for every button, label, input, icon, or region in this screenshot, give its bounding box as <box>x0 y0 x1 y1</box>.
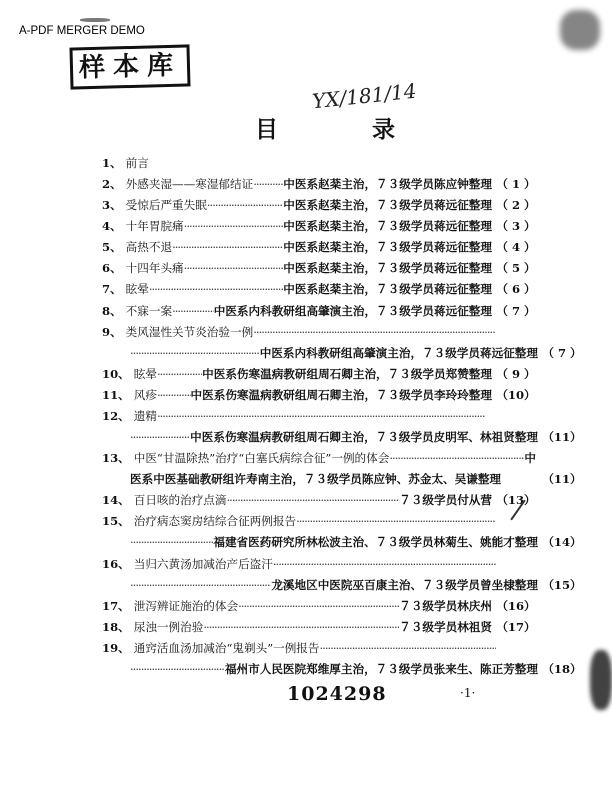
toc-entry <box>102 618 536 636</box>
entry-number: 18、 <box>102 619 130 634</box>
dot-leader <box>184 217 284 235</box>
entry-page: （ 4 ） <box>496 240 536 255</box>
entry-title: 眩晕 <box>125 282 149 297</box>
dot-leader <box>172 302 214 320</box>
entry-credit: 中医系赵棻主治，７３级学员陈应钟整理 <box>283 177 492 192</box>
entry-number: 9、 <box>102 324 122 339</box>
dot-leader <box>389 449 524 467</box>
entry-credit: 中医系内科教研组高肇演主治，７３级学员蒋远征整理 <box>213 303 492 318</box>
page-number: ·1· <box>460 686 476 700</box>
toc-entry <box>102 639 496 657</box>
entry-credit: 中医系赵棻主治，７３级学员蒋远征整理 <box>283 240 492 255</box>
entry-credit: ７３级学员林祖贤 <box>399 619 492 634</box>
entry-title: 中医“甘温除热”治疗“白塞氏病综合征”一例的体会 <box>133 451 390 466</box>
toc-line <box>130 344 582 362</box>
entry-page: （11） <box>542 430 582 445</box>
toc-entry <box>102 175 536 193</box>
entry-title: 前言 <box>125 156 149 170</box>
entry-title: 风疹 <box>133 387 157 402</box>
toc-entry <box>102 323 496 341</box>
toc-entry <box>102 491 536 509</box>
entry-credit: 福建省医药研究所林松波主治、７３级学员林菊生、姚能才整理 <box>213 535 538 550</box>
entry-page: （ 9 ） <box>496 366 536 381</box>
dot-leader <box>130 576 271 594</box>
entry-number: 4、 <box>102 219 122 234</box>
entry-number: 2、 <box>102 177 122 192</box>
entry-credit: 中医系赵棻主治，７３级学员蒋远征整理 <box>283 198 492 213</box>
entry-title: 尿浊一例治验 <box>133 619 204 634</box>
entry-credit: 中医系伤寒温病教研组周石卿主治，７３级学员郑赞整理 <box>202 366 492 381</box>
entry-number: 1、 <box>102 156 122 170</box>
page-title-part2: 录 <box>372 117 395 143</box>
entry-title: 当归六黄汤加减治产后盗汗 <box>133 556 273 571</box>
entry-number: 14、 <box>102 493 130 508</box>
toc-entry <box>102 280 536 298</box>
toc-entry <box>102 597 536 615</box>
entry-number: 13、 <box>102 451 130 466</box>
dot-leader <box>273 555 496 573</box>
entry-page: （10） <box>496 387 536 402</box>
entry-title: 十四年头痛 <box>125 261 184 276</box>
entry-title: 外感夹湿——寒湿郁结证 <box>125 177 254 192</box>
entry-credit: 龙溪地区中医院巫百康主治、７３级学员曾坐棣整理 <box>271 577 538 592</box>
entry-page: （18） <box>542 661 582 676</box>
scan-blot <box>80 18 110 22</box>
entry-credit: 中医系赵棻主治，７３级学员蒋远征整理 <box>283 282 492 297</box>
dot-leader <box>149 280 283 298</box>
entry-page: （17） <box>496 619 536 634</box>
entry-page: （14） <box>542 535 582 550</box>
entry-credit: 中医系伤寒温病教研组周石卿主治，７３级学员李玲玲整理 <box>190 387 492 402</box>
entry-number: 17、 <box>102 598 130 613</box>
entry-number: 7、 <box>102 282 122 297</box>
toc-entry <box>102 217 536 235</box>
entry-page: （11） <box>542 472 582 487</box>
entry-title: 遗精 <box>133 408 157 423</box>
dot-leader <box>157 365 202 383</box>
dot-leader <box>157 407 496 425</box>
dot-leader <box>203 618 399 636</box>
entry-credit: ７３级学员付从营 <box>399 493 492 508</box>
dot-leader <box>227 491 400 509</box>
entry-page: （ 7 ） <box>496 303 536 318</box>
toc-entry <box>102 407 496 425</box>
dot-leader <box>296 512 496 530</box>
dot-leader <box>157 386 191 404</box>
toc-entry <box>102 238 536 256</box>
entry-page: （ 1 ） <box>496 177 536 192</box>
entry-title: 通窍活血汤加减治“鬼剃头”一例报告 <box>133 640 320 655</box>
toc-entry <box>102 196 536 214</box>
dot-leader <box>130 344 260 362</box>
entry-number: 8、 <box>102 303 122 318</box>
entry-number: 12、 <box>102 408 130 423</box>
dot-leader <box>253 175 283 193</box>
entry-page: （16） <box>496 598 536 613</box>
entry-page: （ 2 ） <box>496 198 536 213</box>
toc-entry <box>102 365 536 383</box>
catalog-number: 1024298 <box>287 683 387 705</box>
entry-title: 泄泻辨证施治的体会 <box>133 598 239 613</box>
dot-leader <box>207 196 283 214</box>
dot-leader <box>238 597 399 615</box>
watermark-text: A-PDF MERGER DEMO <box>19 25 145 37</box>
dot-leader <box>184 259 284 277</box>
toc-line <box>130 428 582 446</box>
toc-line <box>130 660 582 678</box>
toc-line <box>130 533 582 551</box>
dot-leader <box>172 238 283 256</box>
entry-number: 16、 <box>102 556 130 571</box>
dot-leader <box>320 639 497 657</box>
entry-number: 5、 <box>102 240 122 255</box>
toc-entry <box>102 512 496 530</box>
entry-page: （ 5 ） <box>496 261 536 276</box>
entry-title: 受惊后严重失眠 <box>125 198 207 213</box>
entry-number: 15、 <box>102 514 130 529</box>
entry-page: （ 7 ） <box>542 345 582 360</box>
dot-leader <box>130 660 225 678</box>
entry-page: （13） <box>496 493 536 508</box>
toc-entry <box>102 386 536 404</box>
entry-title: 类风湿性关节炎治验一例 <box>125 324 254 339</box>
dot-leader <box>130 533 213 551</box>
entry-credit: 中医系赵棻主治，７３级学员蒋远征整理 <box>283 261 492 276</box>
dot-leader <box>130 428 190 446</box>
toc-line <box>130 576 582 594</box>
library-stamp: 样本库 <box>69 44 190 89</box>
entry-title: 十年胃脘痛 <box>125 219 184 234</box>
entry-number: 6、 <box>102 261 122 276</box>
page-title-part1: 目 <box>255 117 278 143</box>
entry-number: 3、 <box>102 198 122 213</box>
toc-line <box>130 470 582 488</box>
dot-leader <box>253 323 496 341</box>
entry-credit: 福州市人民医院郑维厚主治，７３级学员张来生、陈正芳整理 <box>224 661 538 676</box>
entry-page: （15） <box>542 577 582 592</box>
scan-blot <box>560 10 600 50</box>
entry-credit: 中医系内科教研组高肇演主治，７３级学员蒋远征整理 <box>259 345 538 360</box>
entry-credit: ７３级学员林庆州 <box>399 598 492 613</box>
entry-page: （ 6 ） <box>496 282 536 297</box>
toc-entry <box>102 449 536 467</box>
entry-title: 高热不退 <box>125 240 173 255</box>
entry-credit: 中医系赵棻主治，７３级学员蒋远征整理 <box>283 219 492 234</box>
entry-number: 10、 <box>102 366 130 381</box>
entry-page: （ 3 ） <box>496 219 536 234</box>
entry-credit: 医系中医基础教研组许寿南主治，７３级学员陈应钟、苏金太、吴谦整理 <box>130 472 502 487</box>
toc-entry <box>102 555 496 573</box>
entry-credit-head: 中 <box>524 451 536 466</box>
scan-blot <box>590 650 612 710</box>
entry-title: 眩晕 <box>133 366 157 381</box>
toc-entry <box>102 302 536 320</box>
toc-entry <box>102 154 536 172</box>
entry-number: 19、 <box>102 640 130 655</box>
toc-entry <box>102 259 536 277</box>
entry-title: 不寐一案 <box>125 303 173 318</box>
entry-number: 11、 <box>102 387 130 402</box>
entry-title: 百日咳的治疗点滴 <box>133 493 227 508</box>
entry-credit: 中医系伤寒温病教研组周石卿主治，７３级学员皮明军、林祖贤整理 <box>190 430 538 445</box>
entry-title: 治疗病态窦房结综合征两例报告 <box>133 514 297 529</box>
handwritten-reference: YX/181/14 <box>311 78 418 114</box>
